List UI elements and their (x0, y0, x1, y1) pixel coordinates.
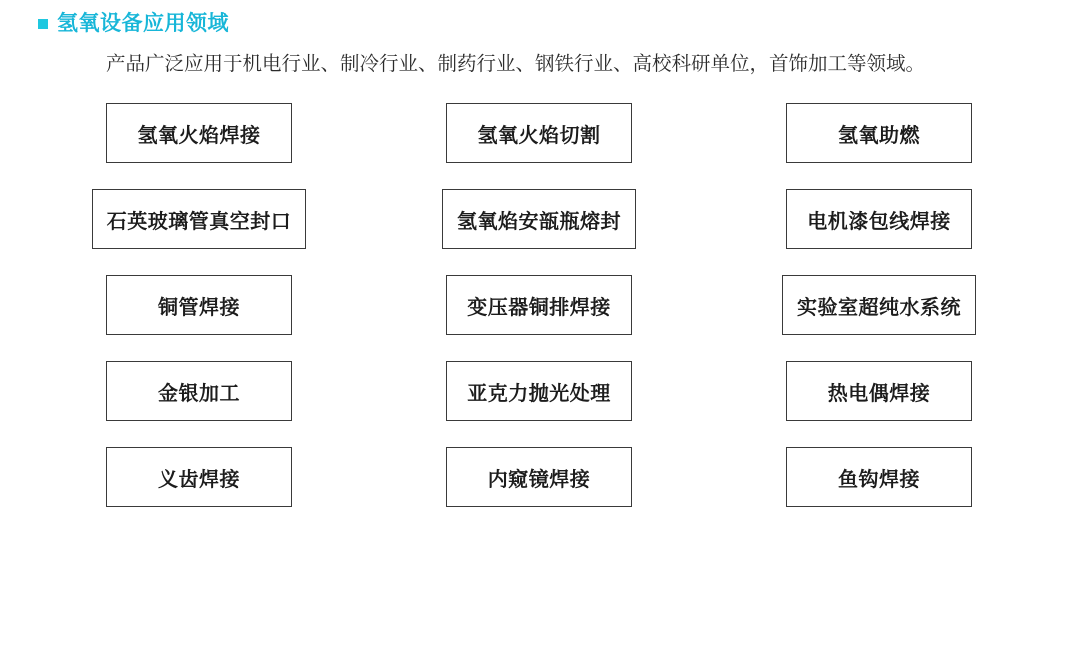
grid-cell (740, 103, 1018, 163)
square-bullet-icon (38, 19, 48, 29)
application-box: 实验室超纯水系统 (782, 275, 976, 335)
grid-cell (740, 189, 1018, 249)
grid-cell (400, 275, 678, 335)
page-title: 氢氧设备应用领域 (57, 12, 229, 35)
grid-cell (60, 275, 338, 335)
application-box: 石英玻璃管真空封口 (92, 189, 307, 249)
application-box: 电机漆包线焊接 (786, 189, 972, 249)
grid-cell (740, 275, 1018, 335)
grid-cell (60, 361, 338, 421)
grid-cell (400, 103, 678, 163)
application-box: 氢氧焰安瓿瓶熔封 (442, 189, 636, 249)
application-box: 金银加工 (106, 361, 292, 421)
application-grid (0, 103, 1078, 507)
intro-paragraph: 产品广泛应用于机电行业、制冷行业、制药行业、钢铁行业、高校科研单位，首饰加工等领域。 (106, 53, 926, 75)
application-box: 变压器铜排焊接 (446, 275, 632, 335)
application-box: 义齿焊接 (106, 447, 292, 507)
grid-cell (60, 447, 338, 507)
grid-cell (400, 189, 678, 249)
grid-cell (400, 361, 678, 421)
application-box: 鱼钩焊接 (786, 447, 972, 507)
grid-cell (60, 103, 338, 163)
application-box: 氢氧火焰焊接 (106, 103, 292, 163)
section-heading (0, 0, 1078, 34)
grid-cell (740, 447, 1018, 507)
application-box: 亚克力抛光处理 (446, 361, 632, 421)
grid-cell (400, 447, 678, 507)
grid-cell (60, 189, 338, 249)
application-box: 内窥镜焊接 (446, 447, 632, 507)
application-box: 氢氧助燃 (786, 103, 972, 163)
application-box: 热电偶焊接 (786, 361, 972, 421)
application-box: 氢氧火焰切割 (446, 103, 632, 163)
grid-cell (740, 361, 1018, 421)
application-box: 铜管焊接 (106, 275, 292, 335)
